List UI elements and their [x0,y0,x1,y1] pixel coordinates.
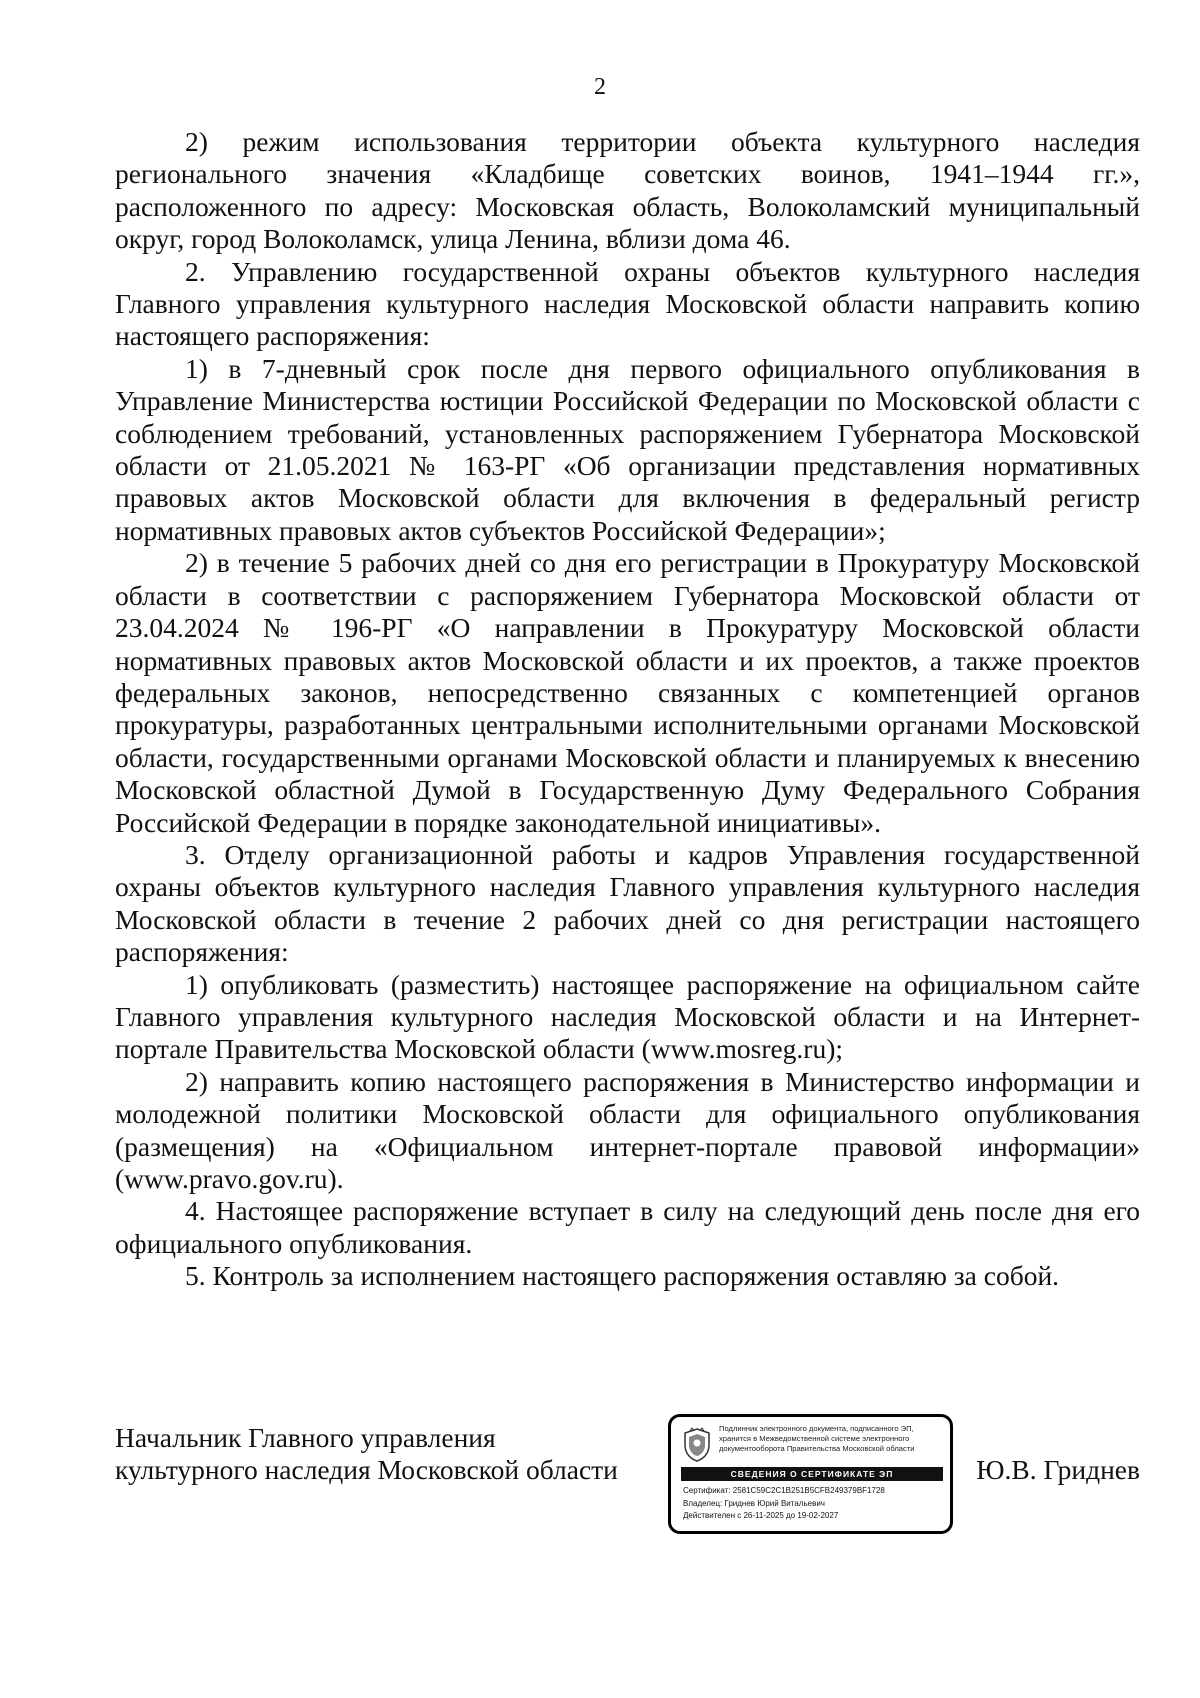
paragraph-section-2: 2. Управлению государственной охраны объектов культурного наследия Главного управления культурного наследия Московской области направить копию настоящего распоряжения: [115,255,1140,352]
paragraph-section-3-item-2: 2) направить копию настоящего распоряжения в Министерство информации и молодежной политики Московской области для официального опубликования (размещения) на «Официальном интернет-портале правовой информации» (www.pravo.gov.ru). [115,1065,1140,1194]
certificate-owner: Владелец: Гриднев Юрий Витальевич [683,1498,825,1508]
signer-position-line1: Начальник Главного управления [115,1422,496,1453]
certificate-header: СВЕДЕНИЯ О СЕРТИФИКАТЕ ЭП [681,1467,943,1481]
paragraph-item-2-regime: 2) режим использования территории объекта культурного наследия регионального значения «Кладбище советских воинов, 1941–1944 гг.», расположенного по адресу: Московская область, Волоколамский муниципальный округ, город Волоколамск, улица Ленина, вблизи дома 46. [115,126,1140,255]
paragraph-section-4: 4. Настоящее распоряжение вступает в силу на следующий день после дня его официального опубликования. [115,1195,1140,1259]
signer-name: Ю.В. Гриднев [976,1454,1140,1485]
page-number: 2 [594,74,606,100]
certificate-number: Сертификат: 2581C59C2C1B251B5CFB249379BF1728 [683,1486,885,1495]
signer-position-line2: культурного наследия Московской области [115,1454,618,1486]
paragraph-section-3: 3. Отделу организационной работы и кадров Управления государственной охраны объектов культурного наследия Главного управления культурного наследия Московской области в течение 2 рабочих дней со дня регистрации настоящего распоряжения: [115,838,1140,968]
certificate-details [683,1485,945,1523]
signer-position [115,1422,675,1487]
paragraph-section-3-item-1: 1) опубликовать (разместить) настоящее распоряжение на официальном сайте Главного управления культурного наследия Московской области и на Интернет-портале Правительства Московской области (www.mosreg.ru); [115,968,1140,1065]
electronic-signature-stamp [668,1414,953,1534]
document-body [115,126,1140,1293]
paragraph-section-2-item-1: 1) в 7-дневный срок после дня первого официального опубликования в Управление Министерства юстиции Российской Федерации по Московской области с соблюдением требований, установленных распоряжением Губернатора Московской области от 21.05.2021 № 163-РГ «Об организации представления нормативных правовых актов Московской области для включения в федеральный регистр нормативных правовых актов субъектов Российской Федерации»; [115,352,1140,546]
coat-of-arms-icon [681,1427,713,1463]
paragraph-section-2-item-2: 2) в течение 5 рабочих дней со дня его регистрации в Прокуратуру Московской области в соответствии с распоряжением Губернатора Московской области от 23.04.2024 № 196-РГ «О направлении в Прокуратуру Московской области нормативных правовых актов Московской области и их проектов, а также проектов федеральных законов, непосредственно связанных с компетенцией органов прокуратуры, разработанных центральными исполнительными органами Московской области, государственными органами Московской области и планируемых к внесению Московской областной Думой в Государственную Думу Федерального Собрания Российской Федерации в порядке законодательной инициативы». [115,547,1140,838]
paragraph-section-5: 5. Контроль за исполнением настоящего распоряжения оставляю за собой. [185,1260,1060,1292]
certificate-notice: Подлинник электронного документа, подписанного ЭП, хранится в Межведомственной системе электронного документооборота Правительства Московской области [719,1424,915,1453]
signature-block [115,1422,1140,1552]
certificate-validity: Действителен с 26-11-2025 до 19-02-2027 [683,1511,839,1520]
